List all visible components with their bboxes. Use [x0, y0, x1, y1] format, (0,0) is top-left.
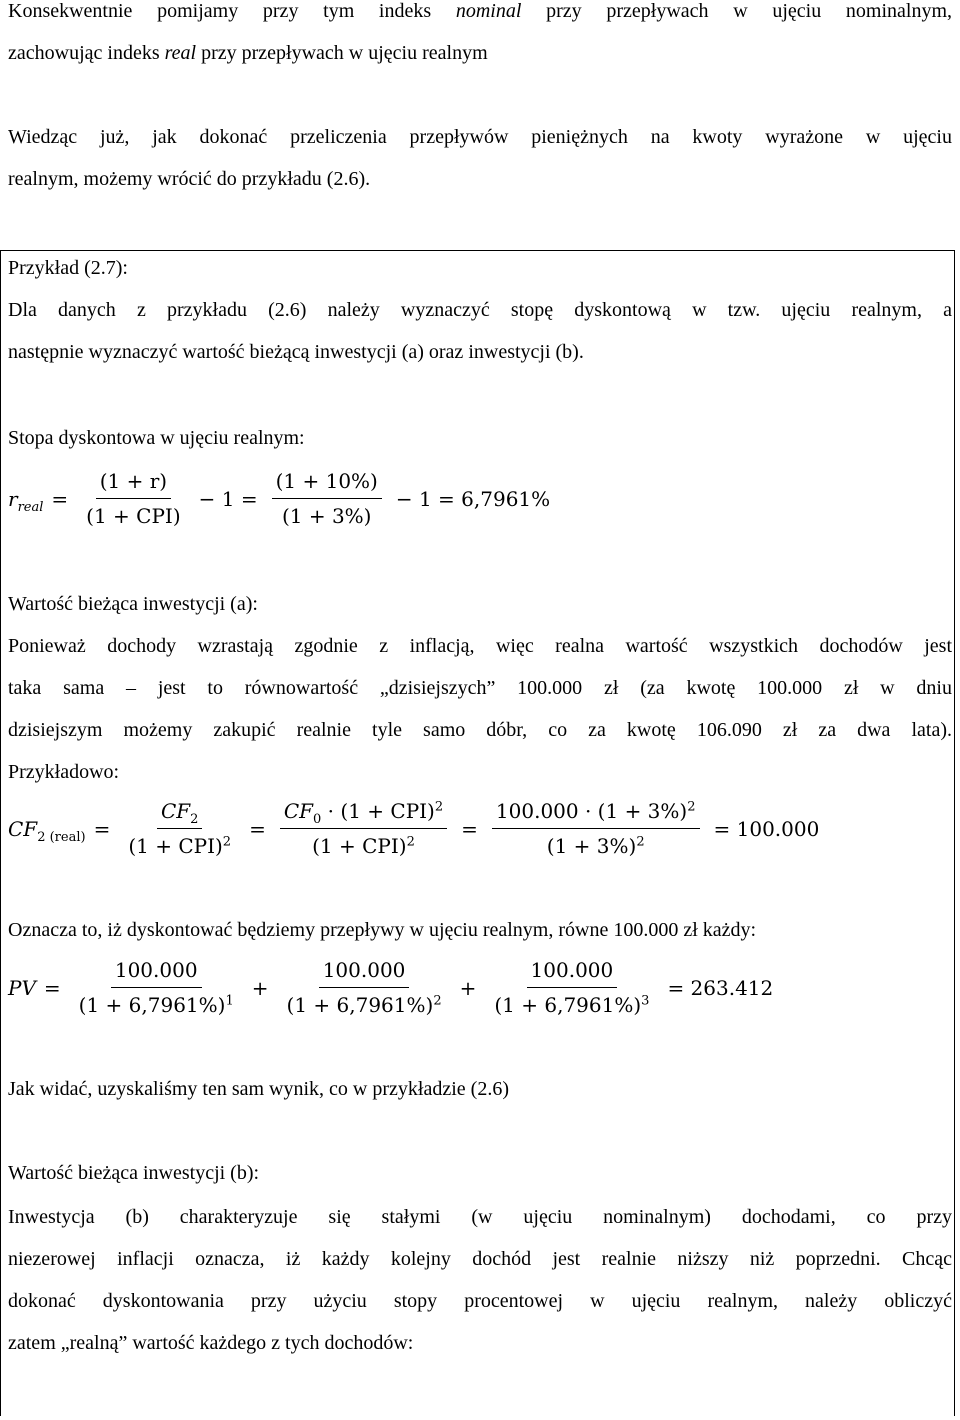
eq2-result: = 100.000	[713, 816, 820, 841]
eq3-fraction-3: $\frac{100.000}{(1 + 6,7961\%)^3}$	[490, 955, 653, 1020]
real-cash-flow-equation: $CF_{2 (real)}$ = $\frac{CF_2}{(1 + CPI)^2}$ = $\frac{CF_0 \cdot (1 + CPI)^2}{(1 + CPI)^2}$ = $\frac{100.000 \cdot (1 + 3\%)^2}{(1 + 3\%)^2}$ = 100.000	[8, 796, 827, 861]
eq3-result: = 263.412	[667, 975, 774, 1000]
investment-b-heading: Wartość bieżąca inwestycji (b):	[8, 1162, 260, 1184]
eq1-result: − 1 = 6,7961%	[395, 486, 551, 511]
intro-line-2: zachowując indeks real przy przepływach w ujęciu realnym	[8, 42, 488, 64]
eq2-lhs: $CF_{2 (real)}$	[8, 816, 86, 845]
investment-a-text-line-4: Przykładowo:	[8, 761, 120, 783]
real-rate-equation: $r_{real}$ = $\frac{(1 + r)}{\text{(1 + CPI)}}$ − 1 = $\frac{(1 + 10\%)}{(1 + 3\%)}$ − 1 = 6,7961%	[8, 466, 558, 531]
eq2-fraction-1: $\frac{CF_2}{(1 + CPI)^2}$	[124, 796, 235, 861]
eq3-fraction-1: $\frac{100.000}{(1 + 6,7961\%)^1}$	[75, 955, 238, 1020]
eq1-fraction-2: $\frac{(1 + 10\%)}{(1 + 3\%)}$	[272, 466, 382, 531]
conclusion: Jak widać, uzyskaliśmy ten sam wynik, co w przykładzie (2.6)	[8, 1078, 509, 1100]
investment-b-text-line-3: dokonać dyskontowania przy użyciu stopy procentowej w ujęciu realnym, należy obliczyć	[8, 1290, 952, 1312]
investment-a-text-line-3: dzisiejszym możemy zakupić realnie tyle samo dóbr, co za kwotę 106.090 zł za dwa lata).	[8, 719, 952, 741]
investment-b-text-line-1: Inwestycja (b) charakteryzuje się stałymi (w ujęciu nominalnym) dochodami, co przy	[8, 1206, 952, 1228]
example-heading: Przykład (2.7):	[8, 257, 128, 279]
example-task-line-1: Dla danych z przykładu (2.6) należy wyznaczyć stopę dyskontową w tzw. ujęciu realnym, a	[8, 299, 952, 321]
pv-intro: Oznacza to, iż dyskontować będziemy przepływy w ujęciu realnym, równe 100.000 zł każdy:	[8, 919, 757, 941]
eq1-fraction-1: $\frac{(1 + r)}{\text{(1 + CPI)}}$	[82, 466, 184, 531]
intro-line-1: Konsekwentnie pomijamy przy tym indeks nominal przy przepływach w ujęciu nominalnym,	[8, 0, 953, 22]
eq1-lhs: $r_{real}$	[8, 486, 44, 515]
intro-paragraph-2-line-1: Wiedząc już, jak dokonać przeliczenia przepływów pieniężnych na kwoty wyrażone w ujęciu	[8, 126, 952, 148]
example-task-line-2: następnie wyznaczyć wartość bieżącą inwestycji (a) oraz inwestycji (b).	[8, 341, 584, 363]
intro-paragraph-2-line-2: realnym, możemy wrócić do przykładu (2.6).	[8, 168, 371, 190]
eq2-fraction-2: $\frac{CF_0 \cdot (1 + CPI)^2}{(1 + CPI)^2}$	[280, 796, 447, 861]
present-value-equation: PV = $\frac{100.000}{(1 + 6,7961\%)^1}$ + $\frac{100.000}{(1 + 6,7961\%)^2}$ + $\frac{100.000}{(1 + 6,7961\%)^3}$ = 263.412	[8, 955, 781, 1020]
investment-a-heading: Wartość bieżąca inwestycji (a):	[8, 593, 258, 615]
eq3-lhs: PV	[8, 975, 36, 1000]
investment-a-text-line-1: Ponieważ dochody wzrastają zgodnie z inflacją, więc realna wartość wszystkich dochodów jest	[8, 635, 952, 657]
rate-heading: Stopa dyskontowa w ujęciu realnym:	[8, 427, 305, 449]
eq3-fraction-2: $\frac{100.000}{(1 + 6,7961\%)^2}$	[283, 955, 446, 1020]
investment-a-text-line-2: taka sama – jest to równowartość „dzisiejszych” 100.000 zł (za kwotę 100.000 zł w dniu	[8, 677, 952, 699]
investment-b-text-line-2: niezerowej inflacji oznacza, iż każdy kolejny dochód jest realnie niższy niż poprzedni. Chcąc	[8, 1248, 952, 1270]
eq2-fraction-3: $\frac{100.000 \cdot (1 + 3\%)^2}{(1 + 3\%)^2}$	[492, 796, 700, 861]
investment-b-text-line-4: zatem „realną” wartość każdego z tych dochodów:	[8, 1332, 414, 1354]
